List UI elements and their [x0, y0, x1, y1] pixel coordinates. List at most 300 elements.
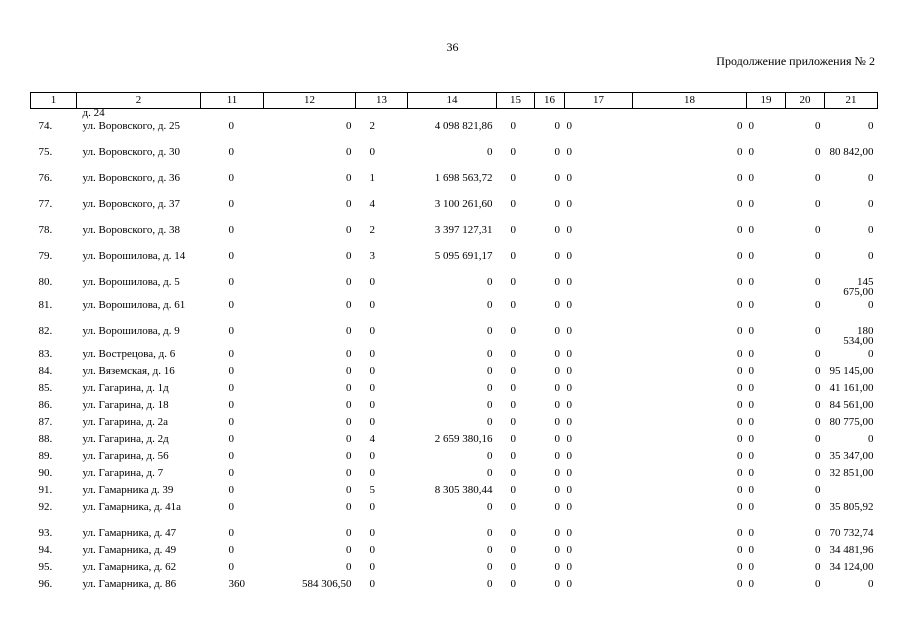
- table-cell: 0: [487, 467, 493, 479]
- table-row: [31, 222, 878, 248]
- table-cell: 81.: [38, 299, 53, 311]
- table-cell: 0: [487, 527, 493, 539]
- table-cell: 0: [566, 501, 572, 513]
- table-cell: 0: [737, 146, 743, 158]
- table-cell: ул. Гагарина, д. 1д: [82, 382, 169, 394]
- table-cell: 0: [737, 120, 743, 132]
- table-cell: ул. Гамарника, д. 47: [82, 527, 177, 539]
- table-cell: 0: [737, 578, 743, 590]
- column-header: 14: [408, 93, 497, 109]
- table-cell: 0: [868, 433, 874, 445]
- table-cell: 84 561,00: [829, 399, 874, 411]
- table-cell: 0: [369, 399, 375, 411]
- table-cell: 0: [487, 382, 493, 394]
- column-header: 18: [633, 93, 747, 109]
- table-cell: [747, 109, 786, 119]
- table-cell: [825, 482, 878, 499]
- table-cell: 0: [737, 172, 743, 184]
- table-row: [31, 118, 878, 144]
- table-cell: 0: [815, 382, 821, 394]
- table-cell: 0: [510, 484, 516, 496]
- table-cell: 0: [369, 527, 375, 539]
- table-cell: 0: [566, 198, 572, 210]
- table-cell: 4: [369, 198, 375, 210]
- table-cell: 0: [554, 467, 560, 479]
- table-cell: 0: [737, 450, 743, 462]
- table-cell: 0: [510, 250, 516, 262]
- table-cell: 0: [228, 299, 234, 311]
- table-cell: 0: [748, 250, 754, 262]
- table-cell: 2 659 380,16: [434, 433, 493, 445]
- table-cell: 0: [566, 399, 572, 411]
- table-cell: 0: [228, 467, 234, 479]
- table-cell: 0: [369, 299, 375, 311]
- page-number: 36: [446, 40, 459, 54]
- table-cell: 0: [815, 433, 821, 445]
- table-cell: 0: [510, 120, 516, 132]
- table-cell: 0: [566, 250, 572, 262]
- table-cell: 0: [554, 544, 560, 556]
- table-cell: 34 481,96: [829, 544, 874, 556]
- table-cell: 0: [566, 276, 572, 288]
- column-header: 2: [77, 93, 201, 109]
- table-row: [31, 297, 878, 323]
- table-cell: ул. Ворошилова, д. 61: [82, 299, 186, 311]
- table-cell: 0: [748, 450, 754, 462]
- table-cell: 0: [748, 501, 754, 513]
- table-cell: 0: [228, 544, 234, 556]
- table-cell: 0: [868, 348, 874, 360]
- table-cell: ул. Вяземская, д. 16: [82, 365, 175, 377]
- table-cell: 0: [487, 450, 493, 462]
- table-cell: 0: [346, 365, 352, 377]
- table-cell: 0: [815, 172, 821, 184]
- table-cell: 0: [510, 399, 516, 411]
- table-cell: [356, 109, 408, 119]
- table-cell: 0: [737, 299, 743, 311]
- table-cell: 0: [748, 484, 754, 496]
- table-cell: 0: [487, 578, 493, 590]
- table-cell: д. 24: [82, 107, 105, 119]
- table-row: [31, 465, 878, 482]
- table-row: [31, 431, 878, 448]
- table-cell: 0: [737, 224, 743, 236]
- table-cell: 0: [748, 198, 754, 210]
- column-header: 15: [497, 93, 535, 109]
- table-cell: 5 095 691,17: [434, 250, 493, 262]
- table-row: [31, 170, 878, 196]
- table-cell: 93.: [38, 527, 53, 539]
- table-cell: 2: [369, 120, 375, 132]
- table-cell: 0: [868, 578, 874, 590]
- table-cell: 96.: [38, 578, 53, 590]
- table-cell: 0: [737, 348, 743, 360]
- table-cell: 0: [487, 544, 493, 556]
- table-cell: 0: [228, 365, 234, 377]
- table-cell: ул. Ворошилова, д. 5: [82, 276, 180, 288]
- table-cell: 0: [510, 433, 516, 445]
- table-cell: ул. Гамарника д. 39: [82, 484, 174, 496]
- table-cell: 0: [815, 561, 821, 573]
- table-cell: 0: [737, 561, 743, 573]
- table-cell: 4 098 821,86: [434, 120, 493, 132]
- table-cell: 0: [748, 299, 754, 311]
- table-cell: [825, 109, 878, 119]
- table-cell: 0: [815, 325, 821, 337]
- table-cell: 0: [369, 382, 375, 394]
- table-cell: 4: [369, 433, 375, 445]
- table-cell: 0: [346, 348, 352, 360]
- table-cell: 0: [748, 325, 754, 337]
- table-cell: 32 851,00: [829, 467, 874, 479]
- table-cell: 85.: [38, 382, 53, 394]
- table-cell: 1: [369, 172, 375, 184]
- table-row: [31, 248, 878, 274]
- table-cell: ул. Гагарина, д. 7: [82, 467, 164, 479]
- table-cell: 0: [369, 365, 375, 377]
- table-cell: 0: [510, 299, 516, 311]
- table-cell: ул. Гагарина, д. 2д: [82, 433, 169, 445]
- table-cell: 75.: [38, 146, 53, 158]
- table-row: [31, 380, 878, 397]
- table-cell: 0: [737, 325, 743, 337]
- table-cell: 84.: [38, 365, 53, 377]
- table-cell: 0: [510, 172, 516, 184]
- table-cell: 8 305 380,44: [434, 484, 493, 496]
- table-row: [31, 109, 878, 119]
- table-cell: 0: [748, 224, 754, 236]
- table-cell: 0: [228, 250, 234, 262]
- table-cell: 0: [346, 250, 352, 262]
- table-cell: 0: [737, 382, 743, 394]
- table-cell: 0: [487, 416, 493, 428]
- table-cell: 0: [228, 433, 234, 445]
- table-cell: 0: [487, 561, 493, 573]
- table-cell: 0: [737, 399, 743, 411]
- table-row: [31, 542, 878, 559]
- table-row: [31, 414, 878, 431]
- table-cell: 0: [510, 544, 516, 556]
- table-cell: 0: [228, 484, 234, 496]
- table-cell: 0: [228, 382, 234, 394]
- table-row: [31, 196, 878, 222]
- table-cell: 360: [228, 578, 245, 590]
- table-cell: 0: [566, 224, 572, 236]
- table-cell: 0: [815, 224, 821, 236]
- table-cell: 0: [748, 120, 754, 132]
- table-cell: 87.: [38, 416, 53, 428]
- table-cell: 0: [510, 527, 516, 539]
- table-cell: 0: [554, 299, 560, 311]
- table-cell: 0: [566, 382, 572, 394]
- table-cell: 0: [554, 325, 560, 337]
- table-cell: 0: [566, 146, 572, 158]
- table-header-row: [31, 93, 878, 109]
- table-cell: 1 698 563,72: [434, 172, 493, 184]
- table-cell: 0: [737, 544, 743, 556]
- table-cell: 0: [737, 501, 743, 513]
- table-cell: [565, 109, 633, 119]
- table-cell: 0: [369, 501, 375, 513]
- table-cell: 0: [868, 299, 874, 311]
- table-cell: 0: [554, 120, 560, 132]
- table-cell: 0: [815, 484, 821, 496]
- table-cell: 0: [228, 146, 234, 158]
- table-cell: 0: [815, 250, 821, 262]
- table-cell: 0: [346, 527, 352, 539]
- table-cell: ул. Гамарника, д. 49: [82, 544, 177, 556]
- table-cell: 0: [346, 399, 352, 411]
- table-cell: 0: [510, 325, 516, 337]
- table-row: [31, 576, 878, 593]
- table-cell: 94.: [38, 544, 53, 556]
- table-cell: 0: [346, 172, 352, 184]
- table-cell: ул. Воровского, д. 36: [82, 172, 180, 184]
- table-cell: 0: [748, 382, 754, 394]
- table-cell: 0: [737, 484, 743, 496]
- table-cell: 0: [346, 276, 352, 288]
- table-row: [31, 525, 878, 542]
- table-cell: [408, 109, 497, 119]
- table-cell: 0: [737, 416, 743, 428]
- table-row: [31, 559, 878, 576]
- table-cell: ул. Воровского, д. 30: [82, 146, 180, 158]
- table-cell: [535, 109, 565, 119]
- table-cell: 88.: [38, 433, 53, 445]
- table-cell: 0: [346, 450, 352, 462]
- table-cell: 0: [228, 527, 234, 539]
- table-cell: 0: [566, 433, 572, 445]
- table-cell: 80.: [38, 276, 53, 288]
- table-cell: 0: [346, 198, 352, 210]
- table-cell: 34 124,00: [829, 561, 874, 573]
- table-cell: 0: [369, 544, 375, 556]
- table-cell: 0: [510, 450, 516, 462]
- table-cell: 89.: [38, 450, 53, 462]
- table-cell: ул. Гагарина, д. 18: [82, 399, 169, 411]
- table-cell: 0: [487, 399, 493, 411]
- table-cell: ул. Гамарника, д. 86: [82, 578, 177, 590]
- table-cell: 86.: [38, 399, 53, 411]
- table-cell: 0: [228, 501, 234, 513]
- table-cell: 0: [815, 501, 821, 513]
- table-cell: 0: [868, 120, 874, 132]
- table-cell: 0: [554, 501, 560, 513]
- table-cell: 95.: [38, 561, 53, 573]
- table-cell: 0: [510, 467, 516, 479]
- table-cell: 0: [346, 467, 352, 479]
- table-cell: 78.: [38, 224, 53, 236]
- table-cell: 0: [554, 578, 560, 590]
- table-cell: ул. Воровского, д. 25: [82, 120, 180, 132]
- table-cell: 0: [228, 348, 234, 360]
- table-cell: 90.: [38, 467, 53, 479]
- table-cell: ул. Гамарника, д. 62: [82, 561, 177, 573]
- table-cell: 77.: [38, 198, 53, 210]
- table-cell: 0: [346, 501, 352, 513]
- table-cell: 0: [554, 276, 560, 288]
- column-header: 11: [201, 93, 264, 109]
- table-cell: 74.: [38, 120, 53, 132]
- table-cell: 0: [346, 146, 352, 158]
- table-cell: 0: [815, 276, 821, 288]
- table-cell: 0: [510, 382, 516, 394]
- table-cell: 0: [228, 224, 234, 236]
- table-cell: 0: [346, 484, 352, 496]
- table-cell: 0: [815, 365, 821, 377]
- table-cell: 0: [510, 561, 516, 573]
- table-cell: 0: [510, 224, 516, 236]
- table-cell: 0: [554, 348, 560, 360]
- table-cell: 0: [369, 578, 375, 590]
- table-cell: 145 675,00: [843, 276, 874, 298]
- data-table: [30, 92, 878, 593]
- table-cell: 5: [369, 484, 375, 496]
- table-cell: 0: [748, 467, 754, 479]
- continuation-caption: Продолжение приложения № 2: [716, 54, 875, 68]
- table-cell: 0: [868, 172, 874, 184]
- table-cell: 0: [566, 299, 572, 311]
- table-cell: 0: [748, 527, 754, 539]
- column-header: 21: [825, 93, 878, 109]
- table-cell: 0: [228, 325, 234, 337]
- table-cell: 0: [554, 527, 560, 539]
- table-cell: 0: [554, 450, 560, 462]
- table-cell: 0: [346, 433, 352, 445]
- table-cell: 0: [748, 399, 754, 411]
- table-cell: 70 732,74: [829, 527, 874, 539]
- column-header: 16: [535, 93, 565, 109]
- table-cell: 83.: [38, 348, 53, 360]
- table-cell: ул. Гагарина, д. 56: [82, 450, 169, 462]
- table-cell: 0: [815, 450, 821, 462]
- table-cell: 0: [487, 299, 493, 311]
- table-cell: 0: [815, 348, 821, 360]
- table-cell: 0: [554, 433, 560, 445]
- table-cell: 0: [510, 276, 516, 288]
- table-cell: 0: [554, 484, 560, 496]
- table-cell: 0: [737, 527, 743, 539]
- table-cell: [201, 109, 264, 119]
- table-cell: 0: [346, 224, 352, 236]
- table-cell: 0: [566, 365, 572, 377]
- table-cell: 0: [369, 561, 375, 573]
- table-cell: 0: [815, 467, 821, 479]
- table-cell: 41 161,00: [829, 382, 874, 394]
- table-cell: 0: [369, 450, 375, 462]
- table-cell: 0: [868, 224, 874, 236]
- table-cell: 0: [487, 501, 493, 513]
- table-cell: 0: [228, 399, 234, 411]
- table-row: [31, 323, 878, 346]
- table-cell: 0: [487, 276, 493, 288]
- table-cell: 0: [487, 146, 493, 158]
- table-cell: 0: [748, 276, 754, 288]
- table-cell: 0: [554, 198, 560, 210]
- table-cell: 0: [748, 578, 754, 590]
- table-cell: 0: [737, 198, 743, 210]
- table-cell: 0: [815, 416, 821, 428]
- table-cell: 0: [487, 348, 493, 360]
- table-cell: 91.: [38, 484, 53, 496]
- table-cell: 0: [228, 450, 234, 462]
- table-row: [31, 144, 878, 170]
- table-cell: 0: [748, 146, 754, 158]
- table-cell: 0: [554, 382, 560, 394]
- table-cell: 0: [815, 146, 821, 158]
- table-cell: 79.: [38, 250, 53, 262]
- table-cell: 0: [346, 382, 352, 394]
- table-cell: 0: [566, 120, 572, 132]
- table-cell: 0: [510, 146, 516, 158]
- table-row: [31, 363, 878, 380]
- table-cell: 0: [566, 578, 572, 590]
- table-cell: 0: [815, 544, 821, 556]
- table-cell: 0: [228, 172, 234, 184]
- table-cell: 0: [369, 467, 375, 479]
- table-cell: 0: [566, 467, 572, 479]
- table-cell: 0: [566, 450, 572, 462]
- table-cell: 0: [228, 276, 234, 288]
- table-row: [31, 482, 878, 499]
- table-cell: 3 100 261,60: [434, 198, 493, 210]
- table-cell: 80 775,00: [829, 416, 874, 428]
- table-cell: 0: [369, 146, 375, 158]
- table-cell: 180 534,00: [843, 325, 874, 347]
- table-cell: [497, 109, 535, 119]
- table-cell: 0: [737, 365, 743, 377]
- table-row: [31, 274, 878, 297]
- table-cell: 0: [737, 433, 743, 445]
- table-cell: 0: [748, 544, 754, 556]
- table-cell: 0: [369, 276, 375, 288]
- table-cell: 0: [748, 172, 754, 184]
- table-cell: [31, 109, 77, 119]
- table-cell: 0: [228, 416, 234, 428]
- table-cell: 0: [815, 299, 821, 311]
- column-header: 13: [356, 93, 408, 109]
- table-cell: 0: [510, 365, 516, 377]
- table-row: [31, 397, 878, 414]
- table-cell: 0: [510, 416, 516, 428]
- column-header: 19: [747, 93, 786, 109]
- table-cell: 0: [346, 325, 352, 337]
- table-cell: 35 805,92: [829, 501, 874, 513]
- table-cell: 0: [737, 276, 743, 288]
- table-cell: ул. Ворошилова, д. 9: [82, 325, 180, 337]
- table-cell: 76.: [38, 172, 53, 184]
- table-cell: 0: [554, 399, 560, 411]
- table-cell: 0: [566, 544, 572, 556]
- table-cell: 0: [815, 120, 821, 132]
- column-header: 20: [786, 93, 825, 109]
- table-cell: 0: [566, 325, 572, 337]
- table-cell: 0: [554, 365, 560, 377]
- table-cell: 0: [815, 578, 821, 590]
- table-cell: 0: [815, 198, 821, 210]
- table-cell: 0: [566, 348, 572, 360]
- table-cell: 0: [346, 299, 352, 311]
- table-cell: 0: [369, 416, 375, 428]
- column-header: 12: [264, 93, 356, 109]
- table-cell: 0: [346, 416, 352, 428]
- table-cell: 80 842,00: [829, 146, 874, 158]
- table-cell: 0: [868, 250, 874, 262]
- table-cell: 92.: [38, 501, 53, 513]
- table-cell: 0: [737, 250, 743, 262]
- table-cell: 0: [554, 172, 560, 184]
- table-cell: [633, 109, 747, 119]
